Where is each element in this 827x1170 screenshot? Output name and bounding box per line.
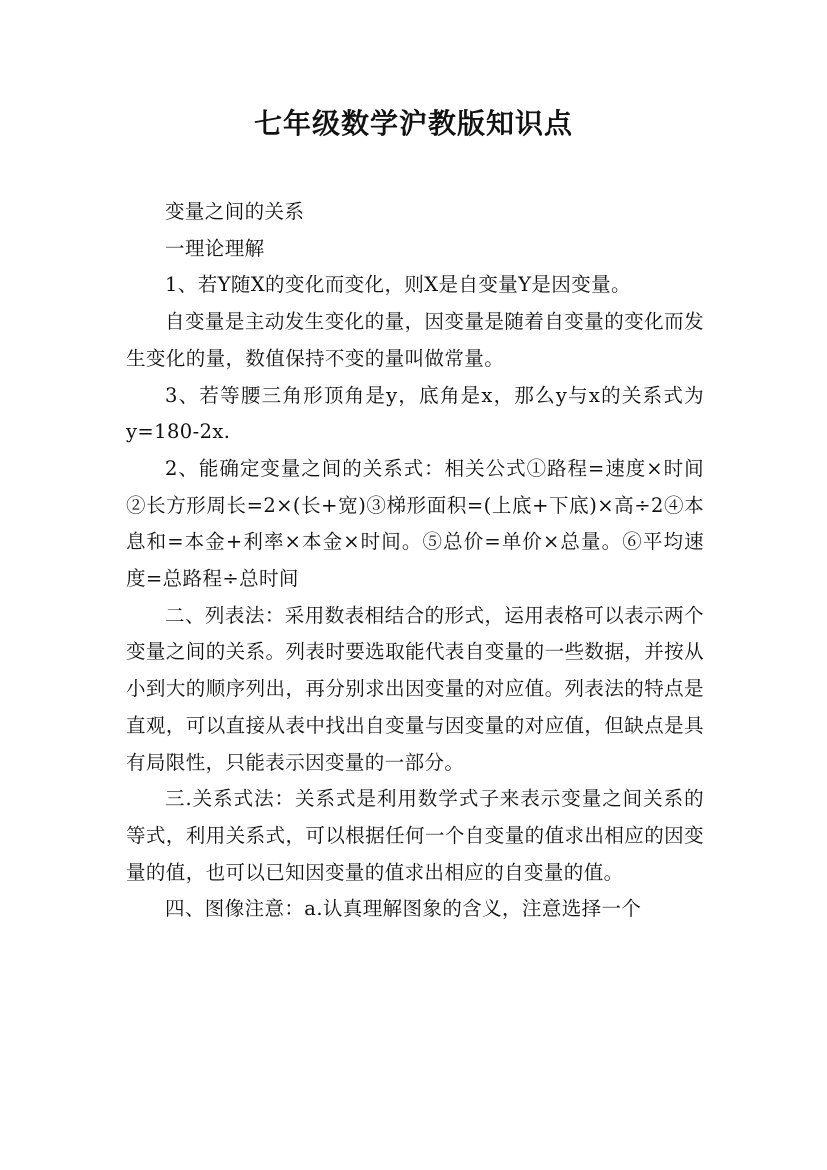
- section-heading-variables: 变量之间的关系: [165, 200, 305, 223]
- paragraph-formula-method: 三.关系式法：关系式是利用数学式子来表示变量之间关系的等式，利用关系式，可以根据任何一个自变量的值求出相应的因变量的值，也可以已知因变量的值求出相应的自变量的值。: [126, 787, 704, 884]
- document-title: 七年级数学沪教版知识点: [253, 107, 573, 140]
- paragraph-point-1: 1、若Y随X的变化而变化，则X是自变量Y是因变量。: [165, 273, 631, 297]
- paragraph-point-3: 3、若等腰三角形顶角是y，底角是x，那么y与x的关系式为y=180-2x.: [126, 383, 704, 444]
- document-body: [126, 194, 704, 928]
- paragraph-definitions: 自变量是主动发生变化的量，因变量是随着自变量的变化而发生变化的量，数值保持不变的量叫做常量。: [126, 310, 704, 370]
- paragraph-graph-notes: 四、图像注意：a.认真理解图象的含义，注意选择一个: [165, 897, 642, 921]
- subsection-heading-theory: 一理论理解: [165, 236, 265, 260]
- paragraph-point-2-formulas: 2、能确定变量之间的关系式：相关公式①路程=速度×时间②长方形周长=2×(长+宽)③梯形面积=(上底+下底)×高÷2④本息和=本金+利率×本金×时间。⑤总价=单价×总量。⑥平均速度=总路程÷总时间: [126, 456, 704, 591]
- paragraph-table-method: 二、列表法：采用数表相结合的形式，运用表格可以表示两个变量之间的关系。列表时要选取能代表自变量的一些数据，并按从小到大的顺序列出，再分别求出因变量的对应值。列表法的特点是直观，可以直接从表中找出自变量与因变量的对应值，但缺点是具有局限性，只能表示因变量的一部分。: [126, 603, 704, 774]
